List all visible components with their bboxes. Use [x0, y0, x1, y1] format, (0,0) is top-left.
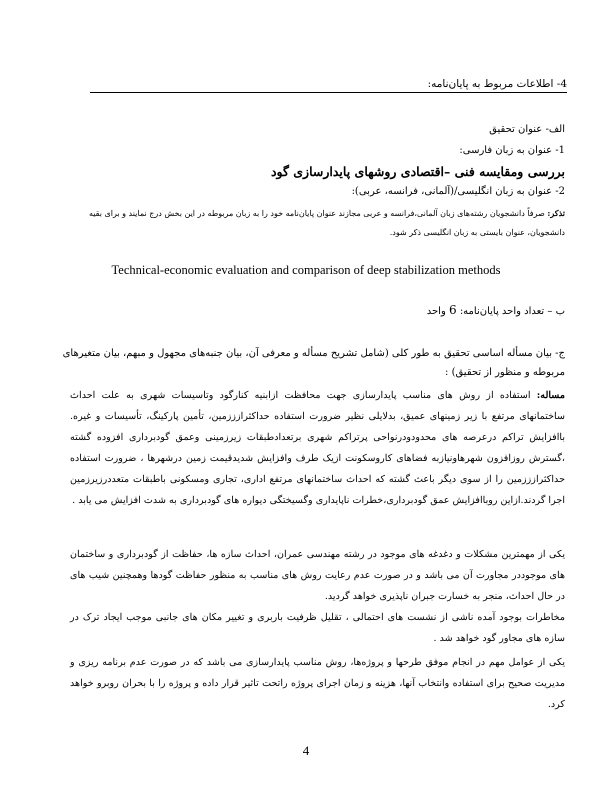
- research-title-label: الف- عنوان تحقیق: [489, 124, 565, 135]
- problem-lead: مساله:: [536, 390, 565, 401]
- units-label: ب – تعداد واحد پایان‌نامه:: [459, 306, 565, 317]
- page-number: 4: [302, 743, 310, 758]
- note-text-1: صرفاً دانشجویان رشته‌های زبان آلمانی،فرانسه و عربی مجازند عنوان پایان‌نامه خود را به زبان مربوطه در این بخش درج نمایند و برای بقیه: [88, 209, 545, 218]
- units-suffix: واحد: [426, 306, 446, 317]
- persian-title-label: 1- عنوان به زبان فارسی:: [459, 145, 565, 156]
- units-value: 6: [448, 303, 457, 317]
- problem-text-1: استفاده از روش های مناسب پایدارسازی جهت محافظت ازابنیه کنارگود وتاسیسات شهری به علت احداث ساختمانهای مرتفع با زیر زمینهای عمیق، بدلایلی نظیر ضرورت استفاده حداکثرازززمین، تأمین پارکینگ، تأسیسات و غیره. باافزایش تراکم درعرصه های محدودودرنواحی پرتراکم شهری برتعدادطبقات زیرزمینی وعمق گودبرداری افزوده گشته ،گسترش روزافزون شهرهاونیازبه فضاهای کاروسکونت ازیک طرف وافزایش شدیدقیمت زمین درشهرها ، ضرورت استفاده حداکثرازززمین را از سوی دیگر باعث گشته که احداث ساختمانهای مرتفع اداری، تجاری ومسکونی باطبقات متعددرزیرزمین اجرا گردند.ازاین روباافزایش عمق گودبرداری،خطرات ناپایداری وگسیختگی دیواره های گودبرداری به شدت افزایش می یابد .: [70, 390, 565, 506]
- problem-paragraph-4: یکی از عوامل مهم در انجام موفق طرحها و پروژه‌ها، روش مناسب پایدارسازی می باشد که در صورت عدم برنامه ریزی و مدیریت صحیح برای استفاده وانتخاب آنها، هزینه و زمان اجرای پروژه راتحت تاثیر قرار داده و پروژه را با بحران روبرو خواهد کرد.: [70, 657, 565, 710]
- section-header: 4- اطلاعات مربوط به پایان‌نامه:: [90, 78, 567, 93]
- problem-label-line-1: ج- بیان مسأله اساسی تحقیق به طور کلی (شامل تشریح مسأله و معرفی آن، بیان جنبه‌های مجهول و مبهم، بیان متغیرهای: [62, 348, 565, 359]
- note-line-2: دانشجویان، عنوان بایستی به زبان انگلیسی ذکر شود.: [389, 228, 565, 237]
- english-title-label: 2- عنوان به زبان انگلیسی/(آلمانی، فرانسه، عربی):: [351, 186, 565, 197]
- problem-paragraph-2: یکی از مهمترین مشکلات و دغدغه های موجود در رشته مهندسی عمران، احداث سازه ها، حفاظت از گودبرداری و ساختمان های موجوددر مجاورت آن می باشد و در صورت عدم رعایت روش های مناسب به منظور حفاظت گودها وهمچنین شیب های در حال احداث، منجر به خسارت جبران ناپذیری خواهد گردید.: [70, 549, 565, 602]
- problem-paragraph-1: [70, 385, 565, 511]
- problem-label-line-2: مربوطه و منظور از تحقیق) :: [445, 367, 565, 378]
- note-line-1: [70, 208, 565, 218]
- english-title: Technical-economic evaluation and comparison of deep stabilization methods: [111, 263, 501, 277]
- note-lead: تذکر:: [547, 208, 565, 218]
- persian-title: بررسی ومقایسه فنی –اقتصادی روشهای پایدارسازی گود: [270, 164, 565, 179]
- problem-paragraph-3: مخاطرات بوجود آمده ناشی از نشست های احتمالی ، تقلیل ظرفیت باربری و تغییر مکان های جانبی موجب ایجاد ترک در سازه های مجاور گود خواهد شد .: [70, 612, 565, 644]
- thesis-units: [70, 303, 565, 317]
